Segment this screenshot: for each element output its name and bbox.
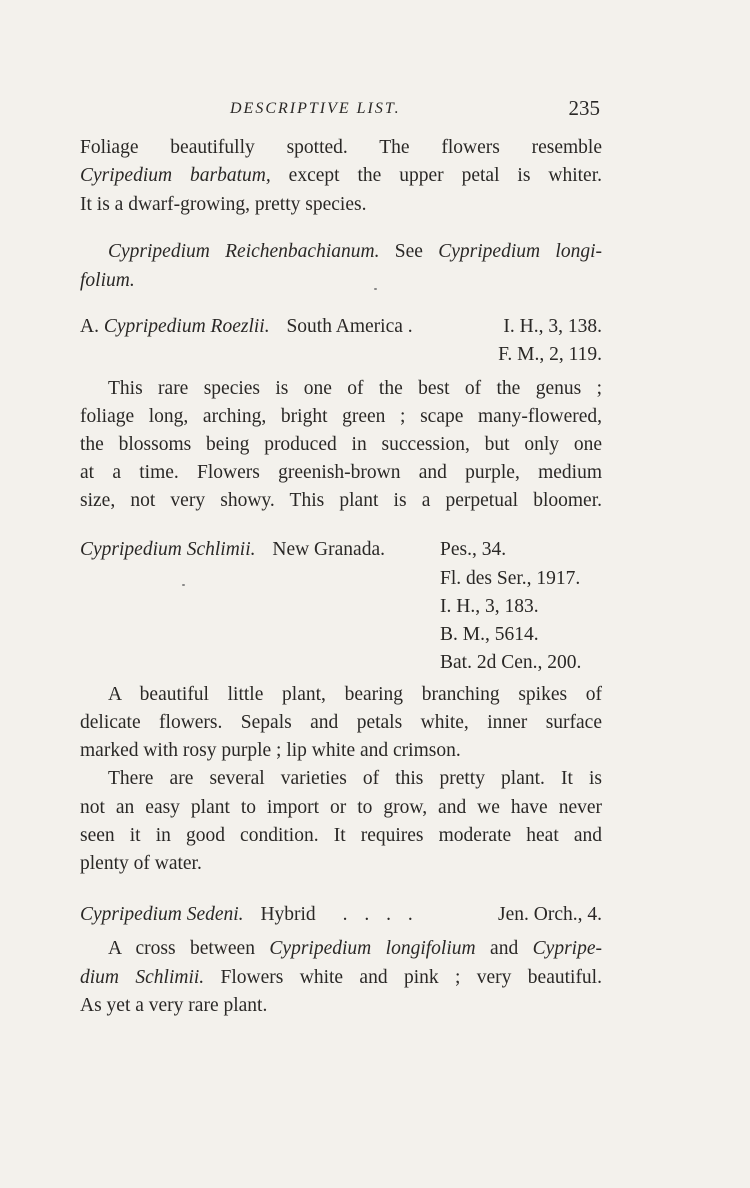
schlimii-name: Cypripedium Schlimii.	[80, 539, 256, 560]
sedeni-parent-2: Cypripe-	[532, 938, 602, 959]
sedeni-entry-head	[80, 901, 602, 929]
see-target-continued: folium.	[80, 270, 135, 291]
sedeni-text: A cross between	[108, 938, 270, 959]
roezlii-ref-1: I. H., 3, 138.	[503, 316, 602, 337]
intro-line-3: It is a dwarf-growing, pretty species.	[80, 194, 367, 215]
sedeni-desc-line-1	[80, 935, 602, 963]
roezlii-prefix: A.	[80, 316, 104, 337]
roezlii-desc-line: at a time. Flowers greenish-brown and purple, medium	[80, 462, 602, 483]
intro-species-name: Cyripedium barbatum,	[80, 165, 271, 186]
sedeni-text: and	[475, 938, 533, 959]
schlimii-ref: Bat. 2d Cen., 200.	[440, 652, 582, 673]
reichenbachianum-name: Cypripedium Reichenbachianum.	[108, 241, 380, 262]
sedeni-leader-dots: . . . .	[342, 904, 419, 925]
page-number: 235	[568, 96, 600, 120]
schlimii-note-line: seen it in good condition. It requires moderate heat and	[80, 825, 602, 846]
see-label: See	[379, 241, 439, 262]
schlimii-desc-line: delicate flowers. Sepals and petals white, inner surface	[80, 712, 602, 733]
running-head: DESCRIPTIVE LIST.	[230, 100, 401, 117]
sedeni-desc-line-3: As yet a very rare plant.	[80, 995, 268, 1016]
reichenbachianum-entry	[80, 238, 602, 266]
sedeni-text: Flowers white and pink ; very beautiful.	[204, 967, 602, 988]
schlimii-note-line: There are several varieties of this pretty plant. It is	[108, 768, 602, 789]
see-target: Cypripedium longi-	[438, 241, 602, 262]
roezlii-name: Cypripedium Roezlii.	[103, 316, 270, 337]
roezlii-desc-line: This rare species is one of the best of the genus ;	[108, 378, 602, 399]
roezlii-ref-2: F. M., 2, 119.	[498, 344, 602, 365]
roezlii-desc-line: the blossoms being produced in succession, but only one	[80, 434, 602, 455]
roezlii-location: South America .	[286, 316, 413, 337]
sedeni-location: Hybrid	[260, 904, 316, 925]
paper-speck	[374, 288, 377, 290]
schlimii-ref: Fl. des Ser., 1917.	[440, 568, 581, 589]
page-header	[80, 96, 602, 126]
roezlii-desc-line: foliage long, arching, bright green ; scape many-flowered,	[80, 406, 602, 427]
sedeni-name: Cypripedium Sedeni.	[80, 904, 244, 925]
sedeni-ref: Jen. Orch., 4.	[498, 904, 602, 925]
sedeni-desc-line-2	[80, 964, 602, 992]
sedeni-parent-1: Cypripedium longifolium	[269, 938, 476, 959]
sedeni-parent-2-cont: dium Schlimii.	[80, 967, 205, 988]
paper-speck	[182, 584, 185, 586]
schlimii-ref: Pes., 34.	[440, 539, 507, 560]
intro-line-2-rest: except the upper petal is whiter.	[270, 165, 602, 186]
schlimii-note-line: not an easy plant to import or to grow, and we have never	[80, 797, 602, 818]
schlimii-location: New Granada.	[272, 539, 385, 560]
schlimii-desc-line: marked with rosy purple ; lip white and crimson.	[80, 740, 461, 761]
schlimii-ref: B. M., 5614.	[440, 624, 539, 645]
intro-line-1: Foliage beautifully spotted. The flowers resemble	[80, 137, 602, 158]
schlimii-desc-line: A beautiful little plant, bearing branching spikes of	[108, 684, 602, 705]
intro-line-2	[80, 162, 602, 190]
schlimii-note-line: plenty of water.	[80, 853, 202, 874]
schlimii-ref: I. H., 3, 183.	[440, 596, 539, 617]
roezlii-entry-head	[80, 313, 602, 341]
roezlii-desc-line: size, not very showy. This plant is a perpetual bloomer.	[80, 490, 602, 511]
